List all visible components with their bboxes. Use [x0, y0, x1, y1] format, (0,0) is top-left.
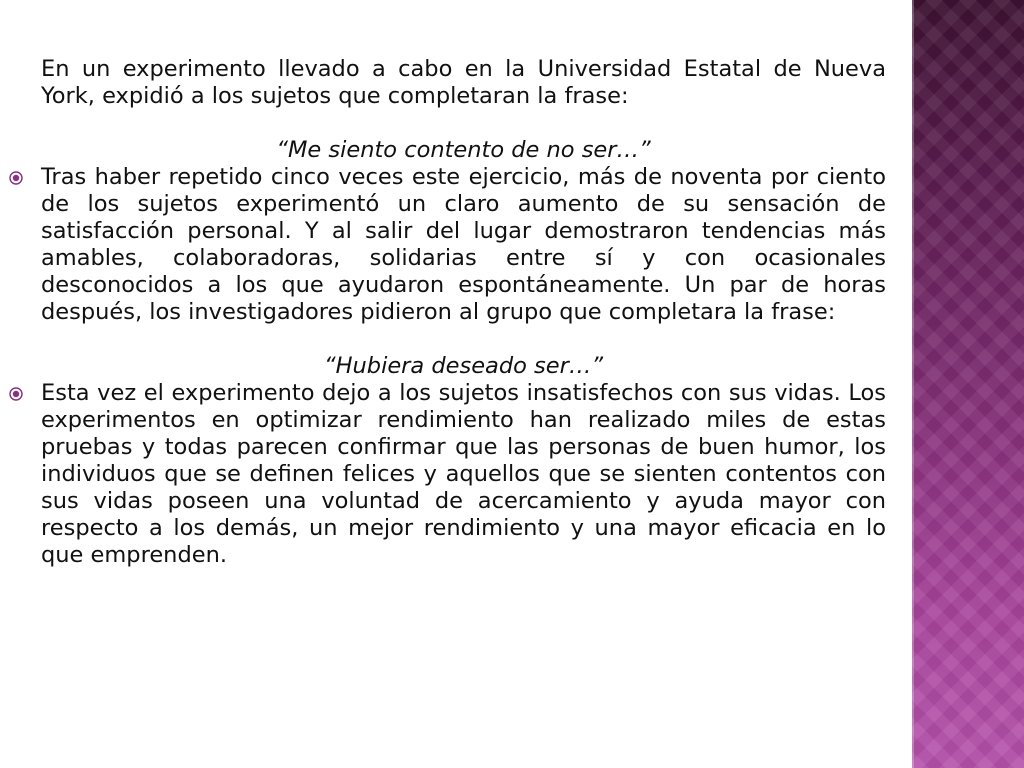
spacer [0, 326, 886, 353]
quote-2: “Hubiera deseado ser…” [323, 353, 604, 379]
radio-bullet-icon [9, 171, 23, 185]
spacer [0, 110, 886, 137]
intro-paragraph: En un experimento llevado a cabo en la Universidad Estatal de Nueva York, expidió a los sujetos que completaran la frase: [41, 56, 886, 109]
radio-bullet-icon [9, 387, 23, 401]
bullet-paragraph-2-text: Esta vez el experimento dejo a los sujetos insatisfechos con sus vidas. Los experimentos en optimizar rendimiento han realizado miles de estas pruebas y todas parecen confirmar que las personas de buen humor, los individuos que se definen felices y aquellos que se sienten contentos con sus vidas poseen una voluntad de acercamiento y ayuda mayor con respecto a los demás, un mejor rendimiento y una mayor eficacia en lo que emprenden. [41, 380, 886, 568]
quote-1: “Me siento contento de no ser…” [276, 137, 651, 163]
bullet-paragraph-1 [41, 164, 886, 326]
bullet-paragraph-1-text: Tras haber repetido cinco veces este ejercicio, más de noventa por ciento de los sujetos experimentó un claro aumento de su sensación de satisfacción personal. Y al salir del lugar demostraron tendencias más amables, colaboradoras, solidarias entre sí y con ocasionales desconocidos a los que ayudaron espontáneamente. Un par de horas después, los investigadores pidieron al grupo que completara la frase: [41, 164, 886, 325]
slide-content [0, 56, 886, 569]
bullet-paragraph-2 [41, 380, 886, 569]
decorative-side-band [912, 0, 1024, 768]
